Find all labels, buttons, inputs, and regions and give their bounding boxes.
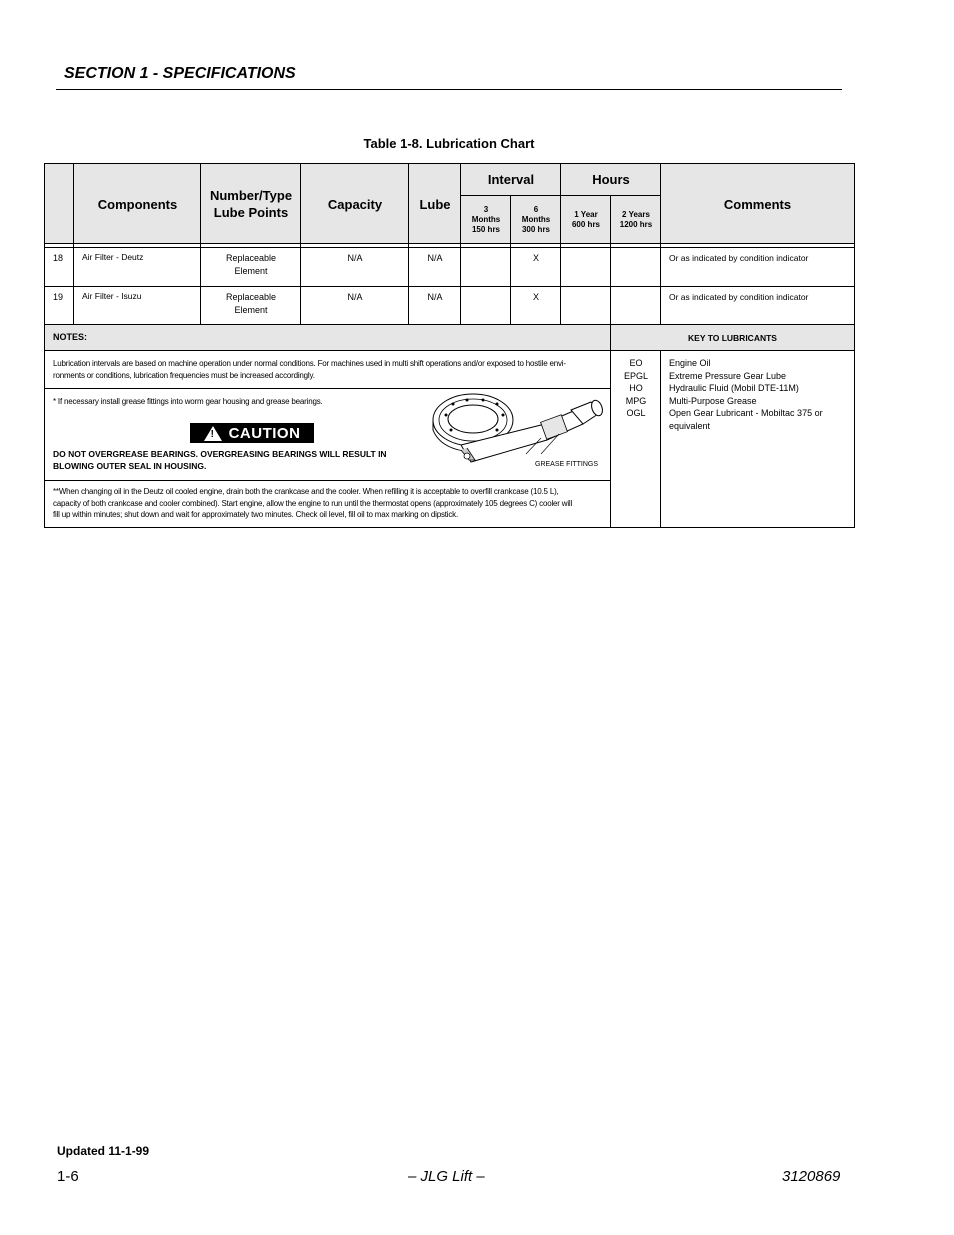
interval-rule bbox=[461, 195, 661, 196]
lubricant-codes bbox=[611, 357, 661, 420]
header-bottom-rule bbox=[45, 243, 854, 244]
note-grease-fittings: * If necessary install grease fittings into worm gear housing and grease bearings. bbox=[53, 397, 323, 406]
header-number-type-line2: Lube Points bbox=[213, 205, 289, 220]
lubricant-name: Extreme Pressure Gear Lube bbox=[669, 370, 787, 381]
lubricant-code: MPG bbox=[625, 395, 647, 406]
row-capacity: N/A bbox=[347, 292, 363, 302]
lubricant-code: EO bbox=[629, 358, 643, 368]
row-component: Air Filter - Deutz bbox=[82, 252, 144, 262]
header-components: Components bbox=[97, 196, 178, 212]
section-title: SECTION 1 - SPECIFICATIONS bbox=[64, 65, 296, 82]
header-3-months: 3 Months 150 hrs bbox=[471, 205, 501, 234]
caution-badge: ! CAUTION bbox=[190, 423, 314, 443]
header-capacity: Capacity bbox=[327, 196, 383, 212]
lubricant-code: EPGL bbox=[623, 370, 648, 381]
caution-warning-text: DO NOT OVERGREASE BEARINGS. OVERGREASING BEARINGS WILL RESULT IN BLOWING OUTER SEAL IN HOUSING. bbox=[53, 449, 387, 471]
row-6-months: X bbox=[532, 292, 539, 302]
grease-fittings-label: GREASE FITTINGS bbox=[535, 461, 599, 468]
header-comments: Comments bbox=[723, 196, 792, 212]
lubricant-names bbox=[669, 357, 849, 432]
row-lube: N/A bbox=[427, 253, 443, 263]
row-component: Air Filter - Isuzu bbox=[82, 291, 142, 301]
row-comments: Or as indicated by condition indicator bbox=[669, 253, 809, 263]
footer-center: – JLG Lift – bbox=[408, 1168, 485, 1185]
lubrication-table bbox=[44, 163, 855, 528]
lubricant-name-continued: equivalent bbox=[669, 420, 711, 431]
lubricant-code: HO bbox=[629, 383, 643, 393]
lubricant-name: Multi-Purpose Grease bbox=[669, 395, 757, 406]
row-number: 18 bbox=[53, 253, 64, 263]
updated-date: Updated 11-1-99 bbox=[57, 1144, 150, 1158]
page-number: 1-6 bbox=[57, 1168, 79, 1185]
lubricant-code: OGL bbox=[626, 408, 646, 418]
header-bottom-rule-2 bbox=[45, 247, 854, 248]
lubricant-name: Hydraulic Fluid (Mobil DTE-11M) bbox=[669, 383, 799, 393]
header-number-type bbox=[201, 164, 301, 244]
lubricant-name: Engine Oil bbox=[669, 358, 711, 368]
section-rule bbox=[56, 89, 842, 90]
notes-label: NOTES: bbox=[53, 332, 88, 342]
row-type: Replaceable Element bbox=[225, 292, 277, 315]
lubricant-name: Open Gear Lubricant - Mobiltac 375 or bbox=[669, 408, 823, 418]
header-1-year: 1 Year 600 hrs bbox=[571, 210, 601, 229]
row-type: Replaceable Element bbox=[225, 253, 277, 276]
note-intervals: Lubrication intervals are based on machine operation under normal conditions. For machines used in multi shift operations and/or exposed to hostile envi- ronments or conditions, lubrication frequencies must be increased accordingly. bbox=[53, 359, 566, 380]
row-capacity: N/A bbox=[347, 253, 363, 263]
header-6-months: 6 Months 300 hrs bbox=[521, 205, 551, 234]
table-title: Table 1-8. Lubrication Chart bbox=[363, 136, 535, 151]
row-number: 19 bbox=[53, 292, 64, 302]
key-to-lubricants-label: KEY TO LUBRICANTS bbox=[688, 332, 777, 343]
header-2-years: 2 Years 1200 hrs bbox=[619, 210, 653, 229]
grease-fittings-illustration bbox=[431, 390, 607, 478]
note-deutz-oil: **When changing oil in the Deutz oil cooled engine, drain both the crankcase and the cooler. When refilling it is acceptable to overfill crankcase (10.5 L), capacity of both crankcase and cooler combined). Start engine, allow the engine to run until the thermostat opens (approximately 105 degrees C) cooler will fill up within minutes; shut down and wait for approximately two minutes. Check oil level, fill oil to max marking on dipstick. bbox=[53, 487, 573, 519]
document-number: 3120869 bbox=[782, 1168, 841, 1185]
header-interval: Interval bbox=[487, 171, 535, 187]
header-hours: Hours bbox=[592, 171, 630, 187]
warning-icon: ! bbox=[204, 426, 222, 441]
header-number-type-line1: Number/Type bbox=[209, 188, 293, 203]
row-lube: N/A bbox=[427, 292, 443, 302]
row-6-months: X bbox=[532, 253, 539, 263]
header-lube: Lube bbox=[419, 196, 451, 212]
row-comments: Or as indicated by condition indicator bbox=[669, 292, 809, 302]
